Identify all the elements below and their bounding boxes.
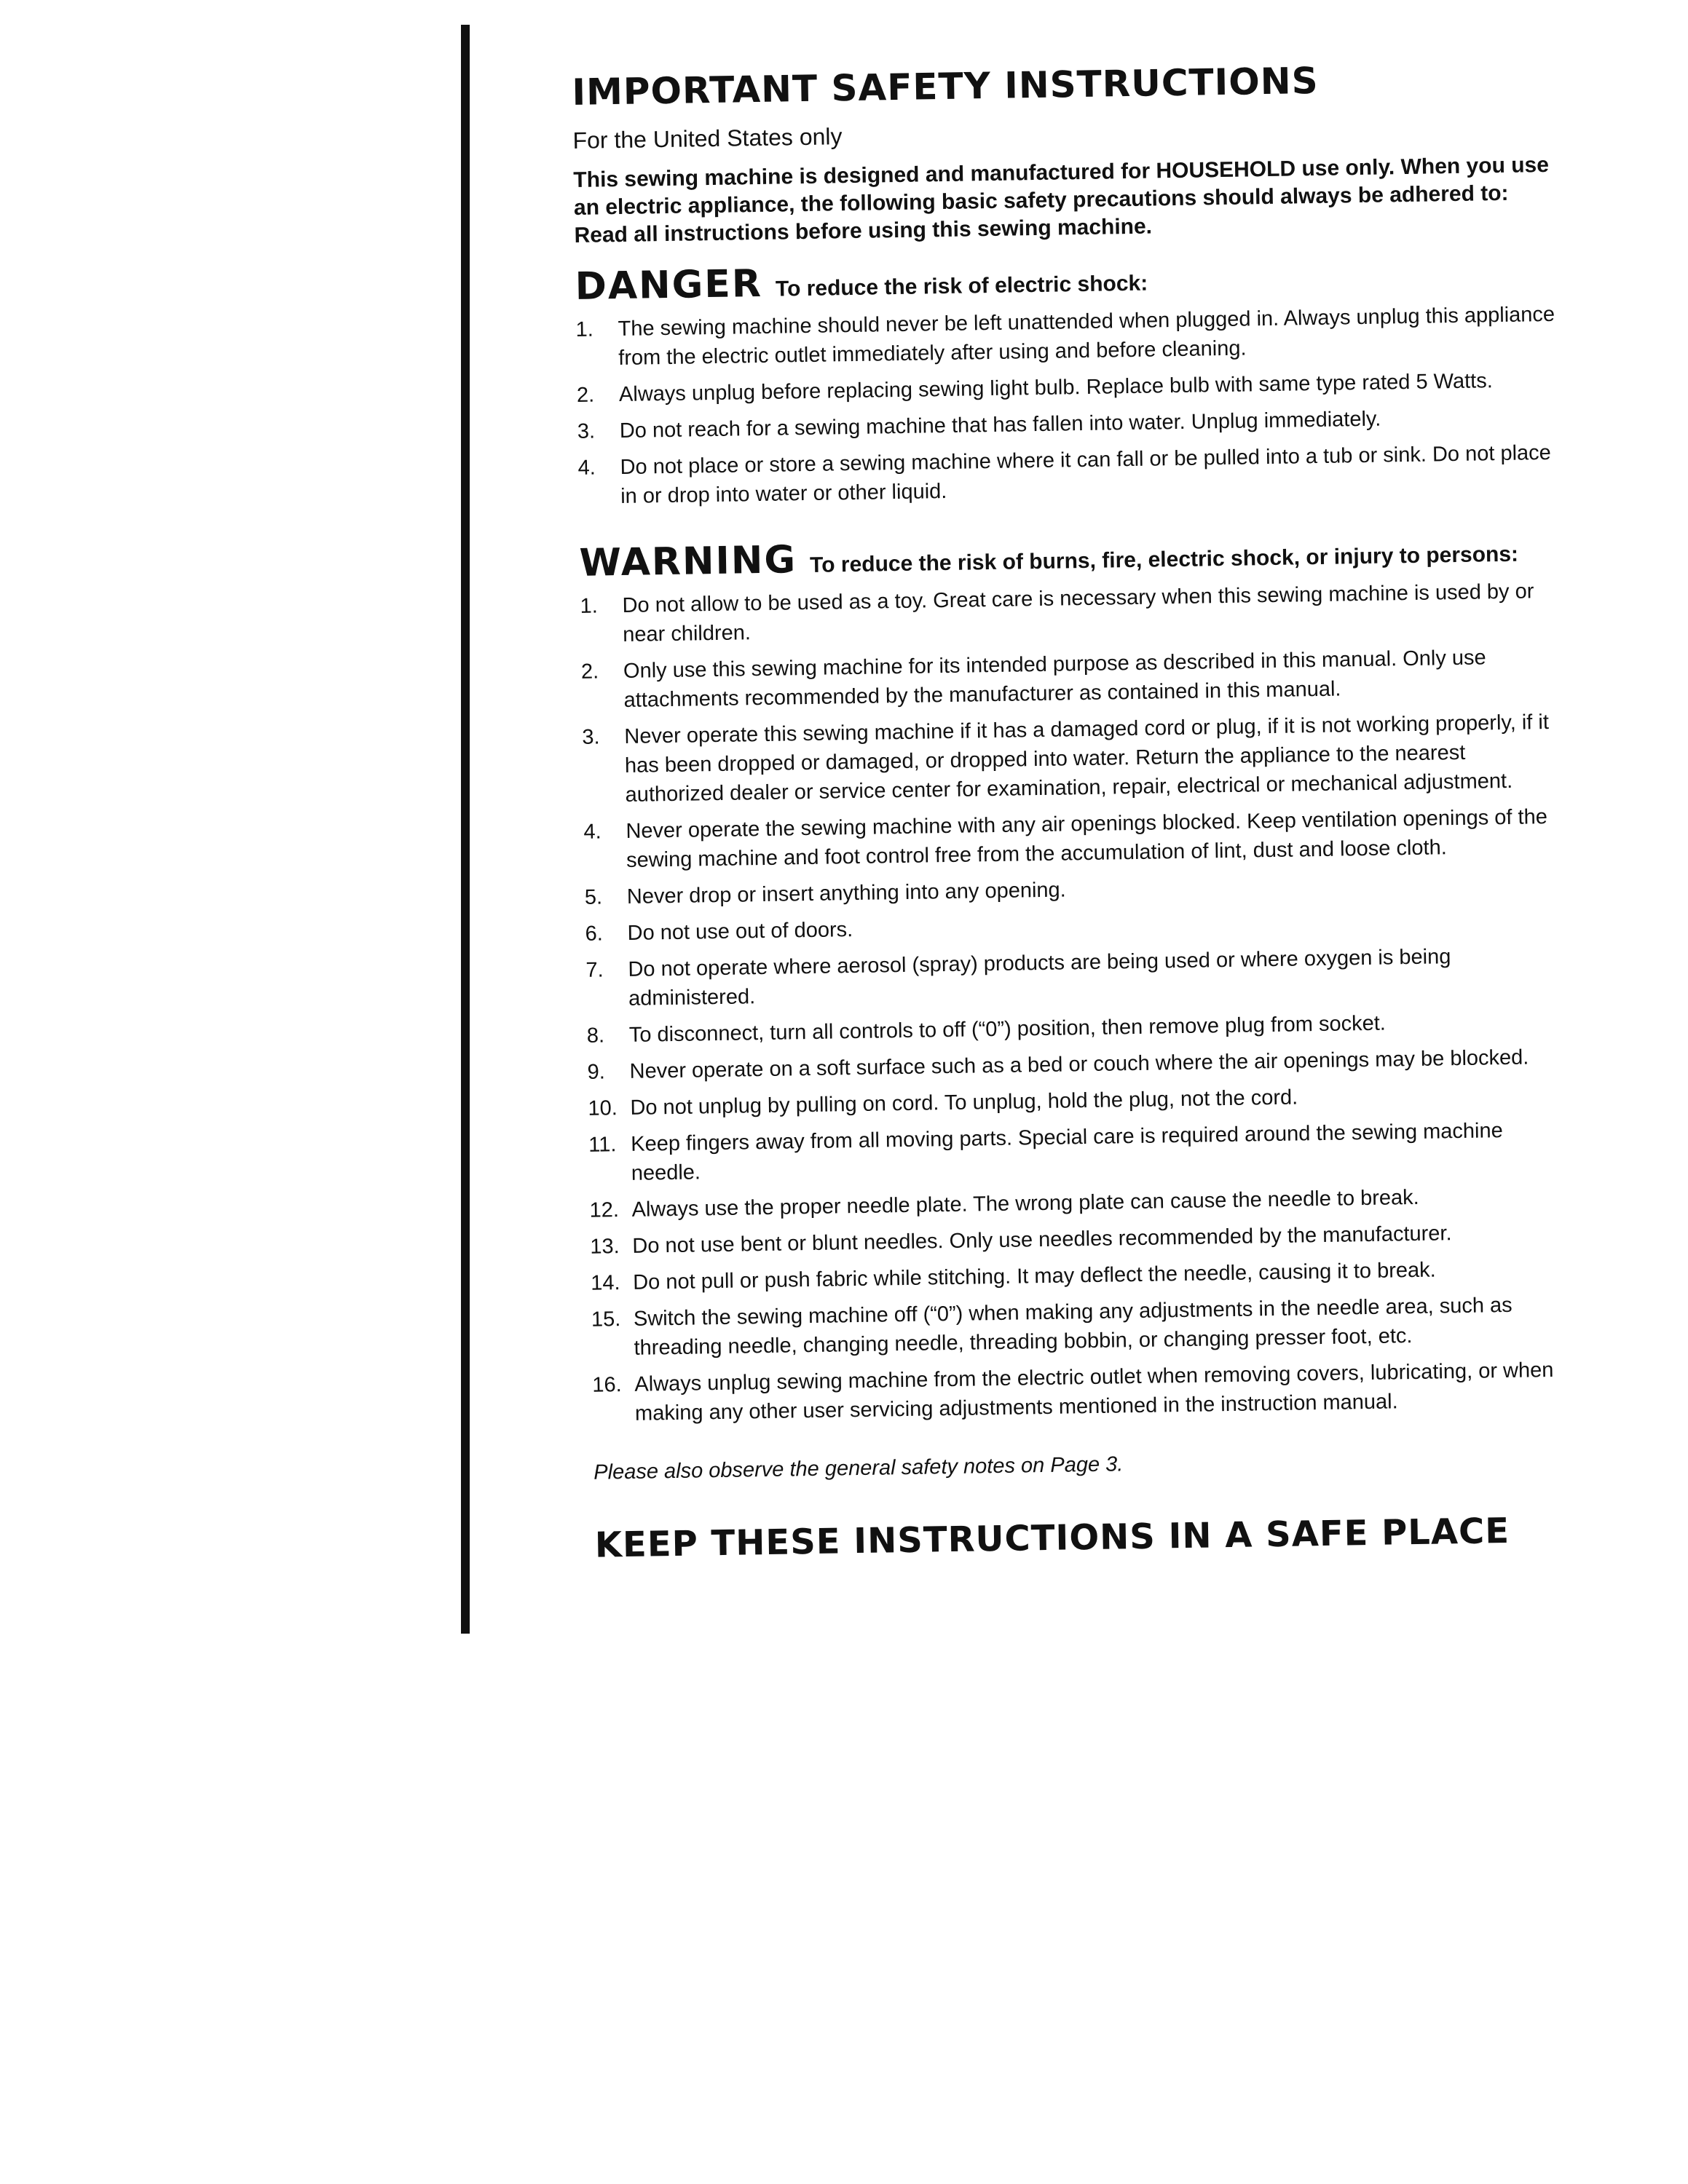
item-text: Keep fingers away from all moving parts. Special care is required around the sewing machine needle. (630, 1119, 1503, 1185)
item-text: To disconnect, turn all controls to off (“0”) position, then remove plug from socket. (628, 1011, 1387, 1047)
item-number: 8. (586, 1024, 605, 1048)
item-text: The sewing machine should never be left unattended when plugged in. Always unplug this appliance from the electric outlet immediately after using and before cleaning. (618, 302, 1555, 371)
danger-list (575, 300, 1558, 512)
general-safety-note: Please also observe the general safety notes on Page 3. (593, 1452, 1124, 1484)
list-item (589, 1181, 1569, 1225)
item-number: 6. (585, 922, 604, 946)
list-item (585, 941, 1566, 1014)
item-text: Always unplug before replacing sewing light bulb. Replace bulb with same type rated 5 Watts. (618, 369, 1494, 407)
list-item (577, 438, 1558, 512)
warning-list (580, 577, 1572, 1429)
region-note: For the United States only (572, 123, 843, 154)
item-number: 1. (580, 594, 599, 618)
list-item (580, 577, 1560, 650)
item-text: Only use this sewing machine for its intended purpose as described in this manual. Only use attachments recommended by the manufacturer as contained in this manual. (623, 646, 1486, 712)
danger-header (575, 249, 1555, 309)
item-text: Never operate this sewing machine if it has a damaged cord or plug, if it is not working properly, if it has been dropped or damaged, or dropped into water. Return the appliance to the nearest authorized dealer or service center for examination, repair, electrical or mechanical adjustment. (624, 711, 1550, 807)
list-item (591, 1290, 1571, 1364)
item-text: Switch the sewing machine off (“0”) when making any adjustments in the needle area, such as threading needle, changing needle, threading bobbin, or changing presser foot, etc. (633, 1293, 1513, 1360)
item-text: Always unplug sewing machine from the electric outlet when removing covers, lubricating, or when making any other user servicing adjustments mentioned in the instruction manual. (634, 1358, 1554, 1425)
list-item (588, 1079, 1567, 1123)
warning-heading: WARNING (579, 538, 797, 585)
list-item (583, 802, 1563, 876)
item-text: Do not allow to be used as a toy. Great care is necessary when this sewing machine is used by or near children. (622, 579, 1534, 646)
item-number: 11. (588, 1133, 617, 1157)
item-text: Never drop or insert anything into any opening. (626, 878, 1066, 909)
item-text: Do not pull or push fabric while stitching. It may deflect the needle, causing it to break. (632, 1258, 1436, 1294)
item-number: 2. (576, 383, 595, 407)
list-item (577, 402, 1557, 446)
item-number: 7. (585, 958, 604, 982)
item-number: 12. (589, 1198, 620, 1222)
list-item (577, 365, 1556, 410)
item-text: Do not unplug by pulling on cord. To unplug, hold the plug, not the cord. (630, 1085, 1298, 1120)
binding-margin-bar (461, 25, 470, 1634)
item-text: Do not use bent or blunt needles. Only use needles recommended by the manufacturer. (632, 1222, 1452, 1258)
item-number: 4. (583, 820, 602, 844)
list-item (587, 1006, 1566, 1051)
item-number: 3. (577, 419, 596, 443)
item-text: Do not use out of doors. (627, 918, 853, 945)
list-item (591, 1254, 1570, 1298)
item-number: 1. (575, 317, 594, 341)
item-number: 9. (587, 1060, 606, 1084)
item-text: Do not reach for a sewing machine that has fallen into water. Unplug immediately. (619, 407, 1381, 443)
item-number: 10. (588, 1096, 618, 1120)
item-text: Never operate on a soft surface such as a bed or couch where the air openings may be blocked. (629, 1045, 1529, 1083)
item-number: 2. (580, 660, 599, 684)
item-text: Do not operate where aerosol (spray) products are being used or where oxygen is being administered. (628, 945, 1451, 1010)
list-item (592, 1356, 1572, 1429)
item-number: 5. (584, 885, 603, 909)
list-item (585, 904, 1564, 949)
item-number: 4. (577, 456, 596, 480)
item-text: Always use the proper needle plate. The wrong plate can cause the needle to break. (631, 1185, 1419, 1222)
item-number: 15. (591, 1307, 621, 1332)
keep-instructions-footer: KEEP THESE INSTRUCTIONS IN A SAFE PLACE (594, 1511, 1510, 1566)
warning-header (579, 526, 1559, 586)
danger-subheading: To reduce the risk of electric shock: (775, 271, 1148, 301)
item-number: 3. (582, 725, 600, 749)
list-item (581, 642, 1561, 716)
list-item (582, 708, 1563, 810)
danger-heading: DANGER (575, 261, 763, 309)
list-item (588, 1115, 1569, 1189)
item-number: 13. (590, 1235, 620, 1259)
list-item (575, 300, 1555, 373)
list-item (590, 1217, 1569, 1262)
warning-subheading: To reduce the risk of burns, fire, electric shock, or injury to persons: (809, 542, 1519, 577)
item-text: Do not place or store a sewing machine where it can fall or be pulled into a tub or sink. Do not place in or drop into water or other liquid. (620, 440, 1552, 509)
item-number: 14. (590, 1271, 620, 1295)
list-item (587, 1042, 1566, 1087)
item-text: Never operate the sewing machine with any air openings blocked. Keep ventilation openings of the sewing machine and foot control free from the accumulation of lint, dust and loose cloth. (626, 805, 1548, 872)
list-item (585, 868, 1564, 912)
intro-paragraph: This sewing machine is designed and manufactured for HOUSEHOLD use only. When you use an electric appliance, the following basic safety precautions should always be adhered to: Read all instructions before using this sewing machine. (573, 152, 1550, 248)
page-title: IMPORTANT SAFETY INSTRUCTIONS (572, 59, 1320, 114)
safety-document (572, 54, 1574, 1567)
item-number: 16. (592, 1373, 622, 1397)
